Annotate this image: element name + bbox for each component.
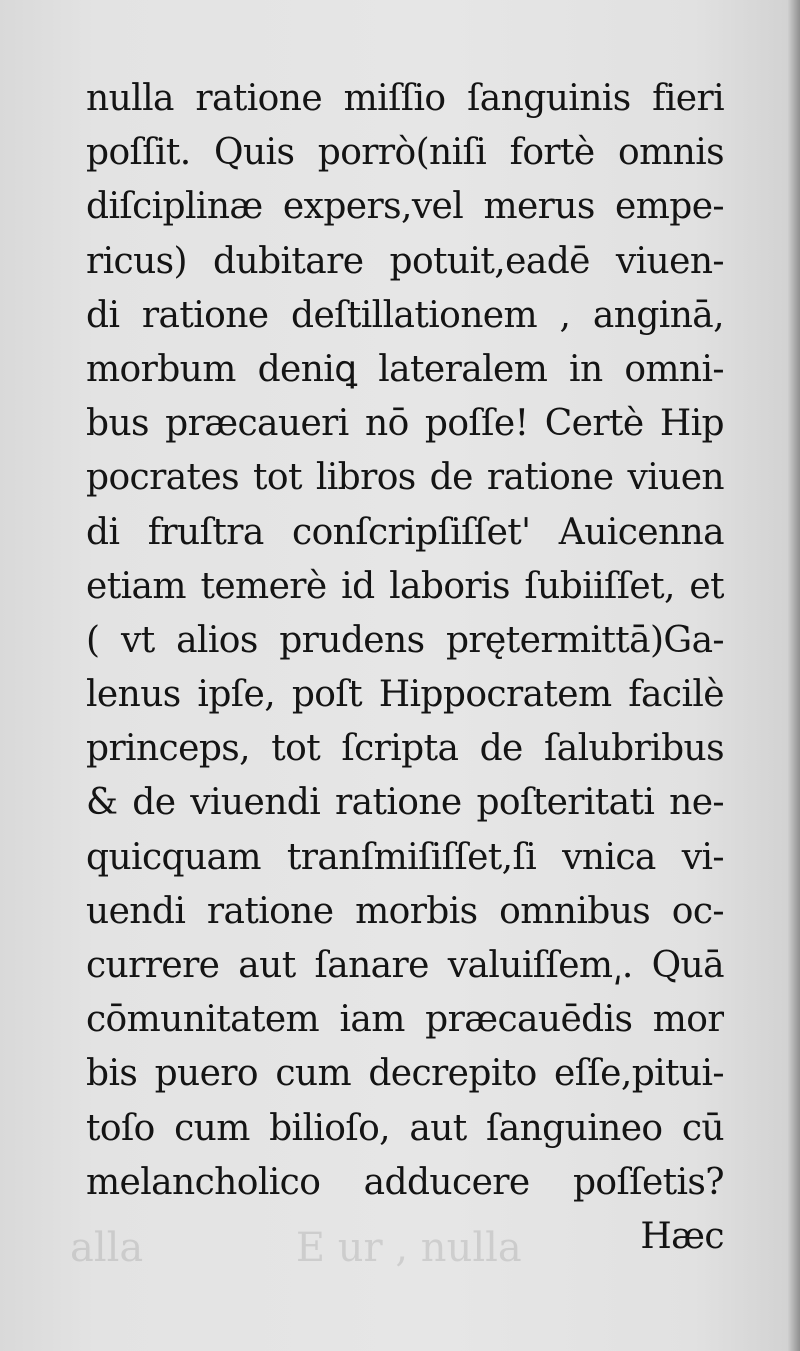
catchword: Hæc xyxy=(640,1215,724,1257)
text-line: bis puero cum decrepito eſſe,pitui- xyxy=(86,1053,724,1095)
text-line: bus præcaueri nō poſſe! Certè Hip xyxy=(86,403,724,445)
text-line: nulla ratione miſſio ſanguinis fieri xyxy=(86,78,724,119)
text-line: diſciplinæ expers,vel merus empe- xyxy=(86,186,724,228)
text-line: lenus ipſe, poſt Hippocratem facilè xyxy=(86,674,724,716)
text-line: princeps, tot ſcripta de ſalubribus xyxy=(86,728,724,770)
text-line: pocrates tot libros de ratione viuen xyxy=(86,457,724,499)
text-line: etiam temerè id laboris ſubiiſſet, et xyxy=(86,565,724,607)
text-body xyxy=(86,72,724,1264)
text-line: & de viuendi ratione poſteritati ne- xyxy=(86,782,724,824)
text-line: di ratione deſtillationem , anginā, xyxy=(86,294,724,336)
text-line: quicquam tranſmiſiſſet,ſi vnica vi- xyxy=(86,836,724,878)
text-line: currere aut ſanare valuiſſem͵. Quā xyxy=(86,945,724,986)
text-line: di fruſtra conſcripſiſſet' Auicenna xyxy=(86,511,724,553)
text-line: melancholico adducere poſſetis? xyxy=(86,1161,724,1203)
text-line: ricus) dubitare potuit,eadē viuen- xyxy=(86,240,724,282)
page-edge-shadow xyxy=(788,0,800,1351)
text-line: cōmunitatem iam præcauēdis mor xyxy=(86,999,724,1041)
show-through-text: alla E ur , nulla xyxy=(70,1225,522,1271)
text-line: poſſit. Quis porrò(niſi fortè omnis xyxy=(86,132,724,174)
text-line: toſo cum bilioſo, aut ſanguineo cū xyxy=(86,1107,724,1149)
text-line: ( vt alios prudens prętermittā)Ga- xyxy=(86,619,724,661)
text-line: uendi ratione morbis omnibus oc- xyxy=(86,890,724,932)
text-line: morbum deniꝗ lateralem in omni- xyxy=(86,348,724,390)
